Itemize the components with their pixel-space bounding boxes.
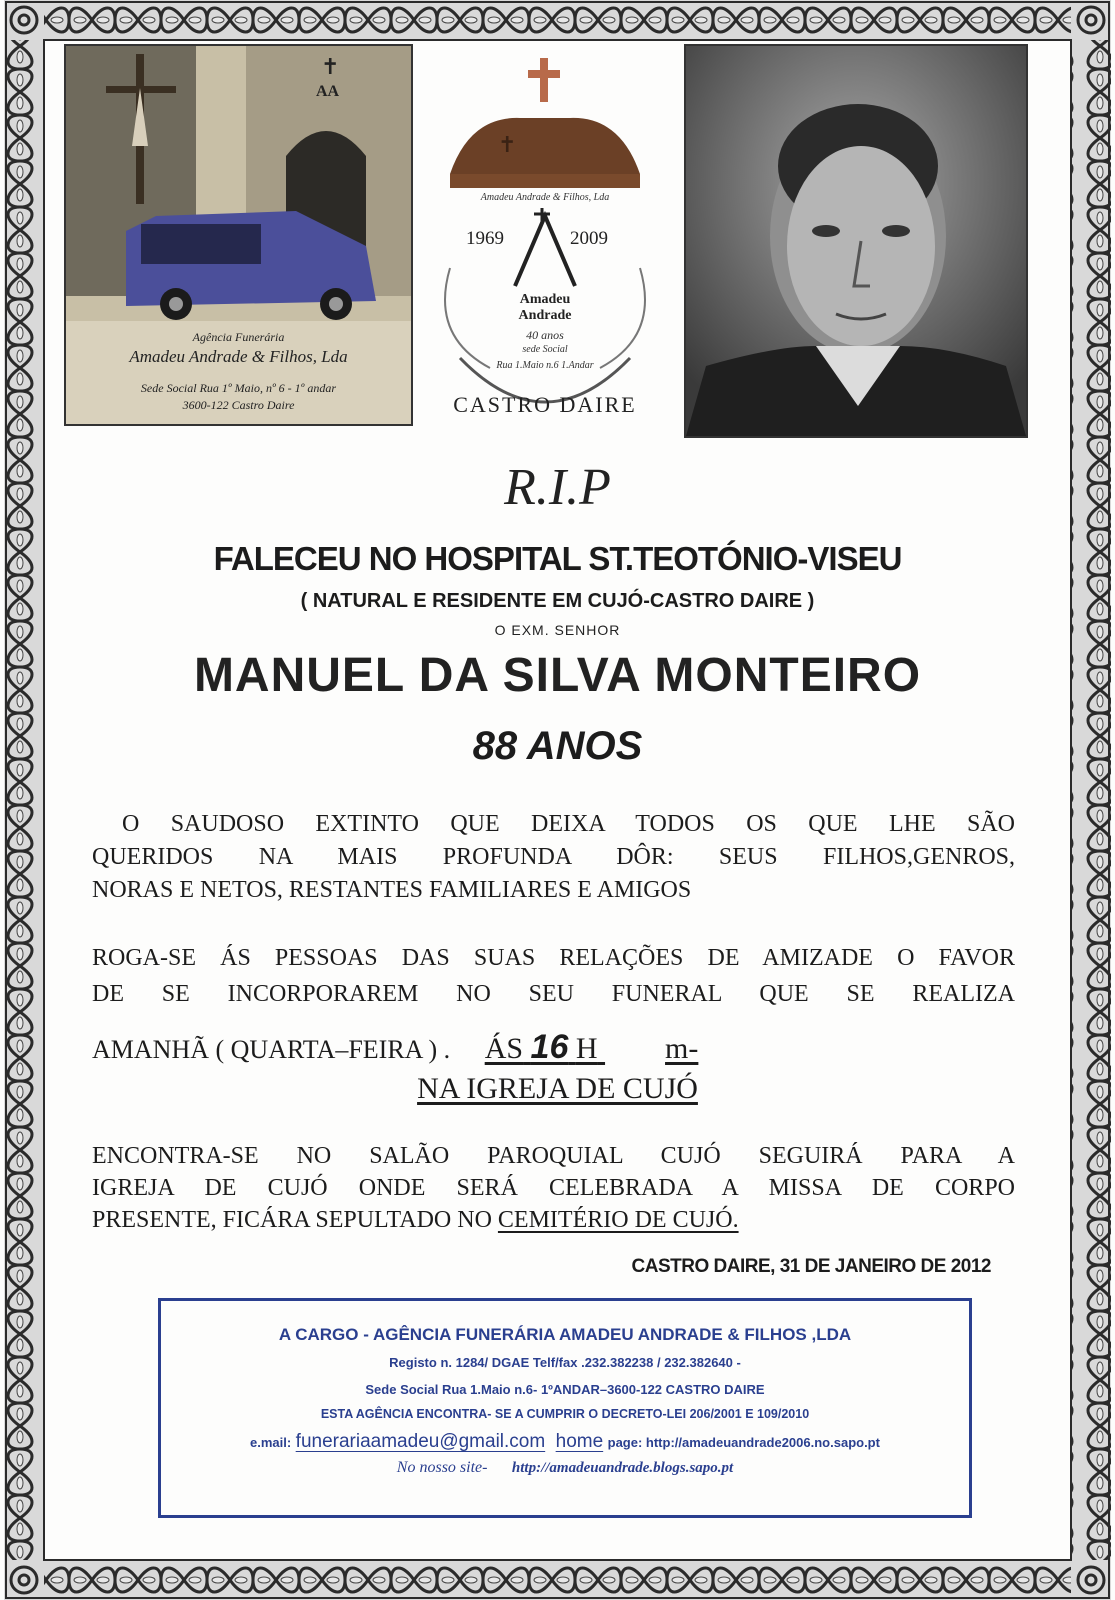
logo-sede: sede Social <box>522 344 568 355</box>
wake-paragraph <box>92 1140 1015 1236</box>
agency-sede: Sede Social Rua 1.Maio n.6- 1ºANDAR–3600-122 CASTRO DAIRE <box>365 1382 765 1397</box>
agency-logo <box>430 56 660 446</box>
logo-years: 40 anos <box>526 328 564 342</box>
logo-town: CASTRO DAIRE <box>453 392 637 417</box>
logo-address: Rua 1.Maio n.6 1.Andar <box>496 360 594 371</box>
para2-line2: DE SE INCORPORAREM NO SEU FUNERAL QUE SE REALIZA <box>92 981 1015 1007</box>
logo-company: Amadeu Andrade & Filhos, Lda <box>480 192 610 203</box>
hearse-address-line1: Sede Social Rua 1º Maio, nº 6 - 1º andar <box>140 381 337 395</box>
email-link[interactable]: funerariaamadeu@gmail.com <box>295 1431 546 1452</box>
logo-name-line2: Andrade <box>518 308 572 323</box>
funeral-day: AMANHÃ ( QUARTA–FEIRA ) . <box>92 1035 451 1064</box>
para1-line1: O SAUDOSO EXTINTO QUE DEIXA TODOS OS QUE LHE SÃO <box>122 811 1015 837</box>
deceased-portrait <box>684 44 1028 438</box>
funeral-hour: 16 <box>530 1028 569 1066</box>
site-link[interactable]: http://amadeuandrade.blogs.sapo.pt <box>511 1460 734 1476</box>
email-label: e.mail: <box>250 1435 292 1450</box>
svg-text:✝: ✝ <box>321 54 340 79</box>
agency-decreto: ESTA AGÊNCIA ENCONTRA- SE A CUMPRIR O DECRETO-LEI 206/2001 E 109/2010 <box>320 1407 810 1421</box>
site-label: No nosso site- <box>396 1459 488 1476</box>
hearse-caption-line1: Agência Funerária <box>192 330 285 344</box>
para1-line2: QUERIDOS NA MAIS PROFUNDA DÔR: SEUS FILHOS,GENROS, <box>92 844 1015 870</box>
hearse-caption-line2: Amadeu Andrade & Filhos, Lda <box>129 347 348 366</box>
para3-line3a: PRESENTE, FICÁRA SEPULTADO NO <box>92 1207 492 1233</box>
para3-line1: ENCONTRA-SE NO SALÃO PAROQUIAL CUJÓ SEGUIRÁ PARA A <box>92 1143 1015 1169</box>
svg-text:✝: ✝ <box>498 132 517 157</box>
logo-name-line1: Amadeu <box>519 292 571 307</box>
portrait-illustration <box>686 46 1026 436</box>
funeral-place: NA IGREJA DE CUJÓ <box>417 1072 698 1105</box>
deceased-name: MANUEL DA SILVA MONTEIRO <box>193 649 922 702</box>
coffin-cross-logo <box>430 56 660 446</box>
date-line: CASTRO DAIRE, 31 DE JANEIRO DE 2012 <box>631 1256 991 1277</box>
salutation: O EXM. SENHOR <box>494 622 621 638</box>
svg-text:AA: AA <box>316 83 340 100</box>
hearse-photo <box>64 44 413 426</box>
logo-year-end: 2009 <box>570 228 608 249</box>
subheading-residence: ( NATURAL E RESIDENTE EM CUJÓ-CASTRO DAIRE ) <box>300 590 815 612</box>
heading-hospital: FALECEU NO HOSPITAL ST.TEOTÓNIO-VISEU <box>213 540 902 577</box>
funeral-h: H <box>575 1032 598 1065</box>
invitation-paragraph <box>92 940 1015 1012</box>
agency-registo: Registo n. 1284/ DGAE Telf/fax .232.382238 / 232.382640 - <box>389 1355 741 1370</box>
logo-year-start: 1969 <box>466 228 504 249</box>
agency-title: A CARGO - AGÊNCIA FUNERÁRIA AMADEU ANDRADE & FILHOS ,LDA <box>278 1325 852 1344</box>
funeral-hour-field <box>485 1028 787 1067</box>
para2-line1: ROGA-SE ÁS PESSOAS DAS SUAS RELAÇÕES DE AMIZADE O FAVOR <box>92 945 1015 971</box>
hearse-address-line2: 3600-122 Castro Daire <box>182 398 295 412</box>
announcement-paragraph <box>92 808 1015 907</box>
agency-contact-line <box>161 1431 969 1453</box>
funeral-time-line <box>92 1028 1015 1067</box>
para3-line2: IGREJA DE CUJÓ ONDE SERÁ CELEBRADA A MISSA DE CORPO <box>92 1175 1015 1201</box>
funeral-as: ÁS <box>484 1032 524 1065</box>
para1-line3: NORAS E NETOS, RESTANTES FAMILIARES E AMIGOS <box>92 877 692 903</box>
agency-box <box>158 1298 972 1518</box>
funeral-m: m- <box>665 1032 699 1065</box>
agency-site-line <box>161 1459 969 1477</box>
page-link[interactable]: page: http://amadeuandrade2006.no.sapo.pt <box>607 1435 880 1450</box>
cemetery-name: CEMITÉRIO DE CUJÓ. <box>497 1207 739 1233</box>
home-link[interactable]: home <box>555 1431 604 1452</box>
rip-title: R.I.P <box>504 459 611 516</box>
funeral-place-wrap <box>0 1072 1115 1106</box>
deceased-age: 88 ANOS <box>472 724 643 768</box>
